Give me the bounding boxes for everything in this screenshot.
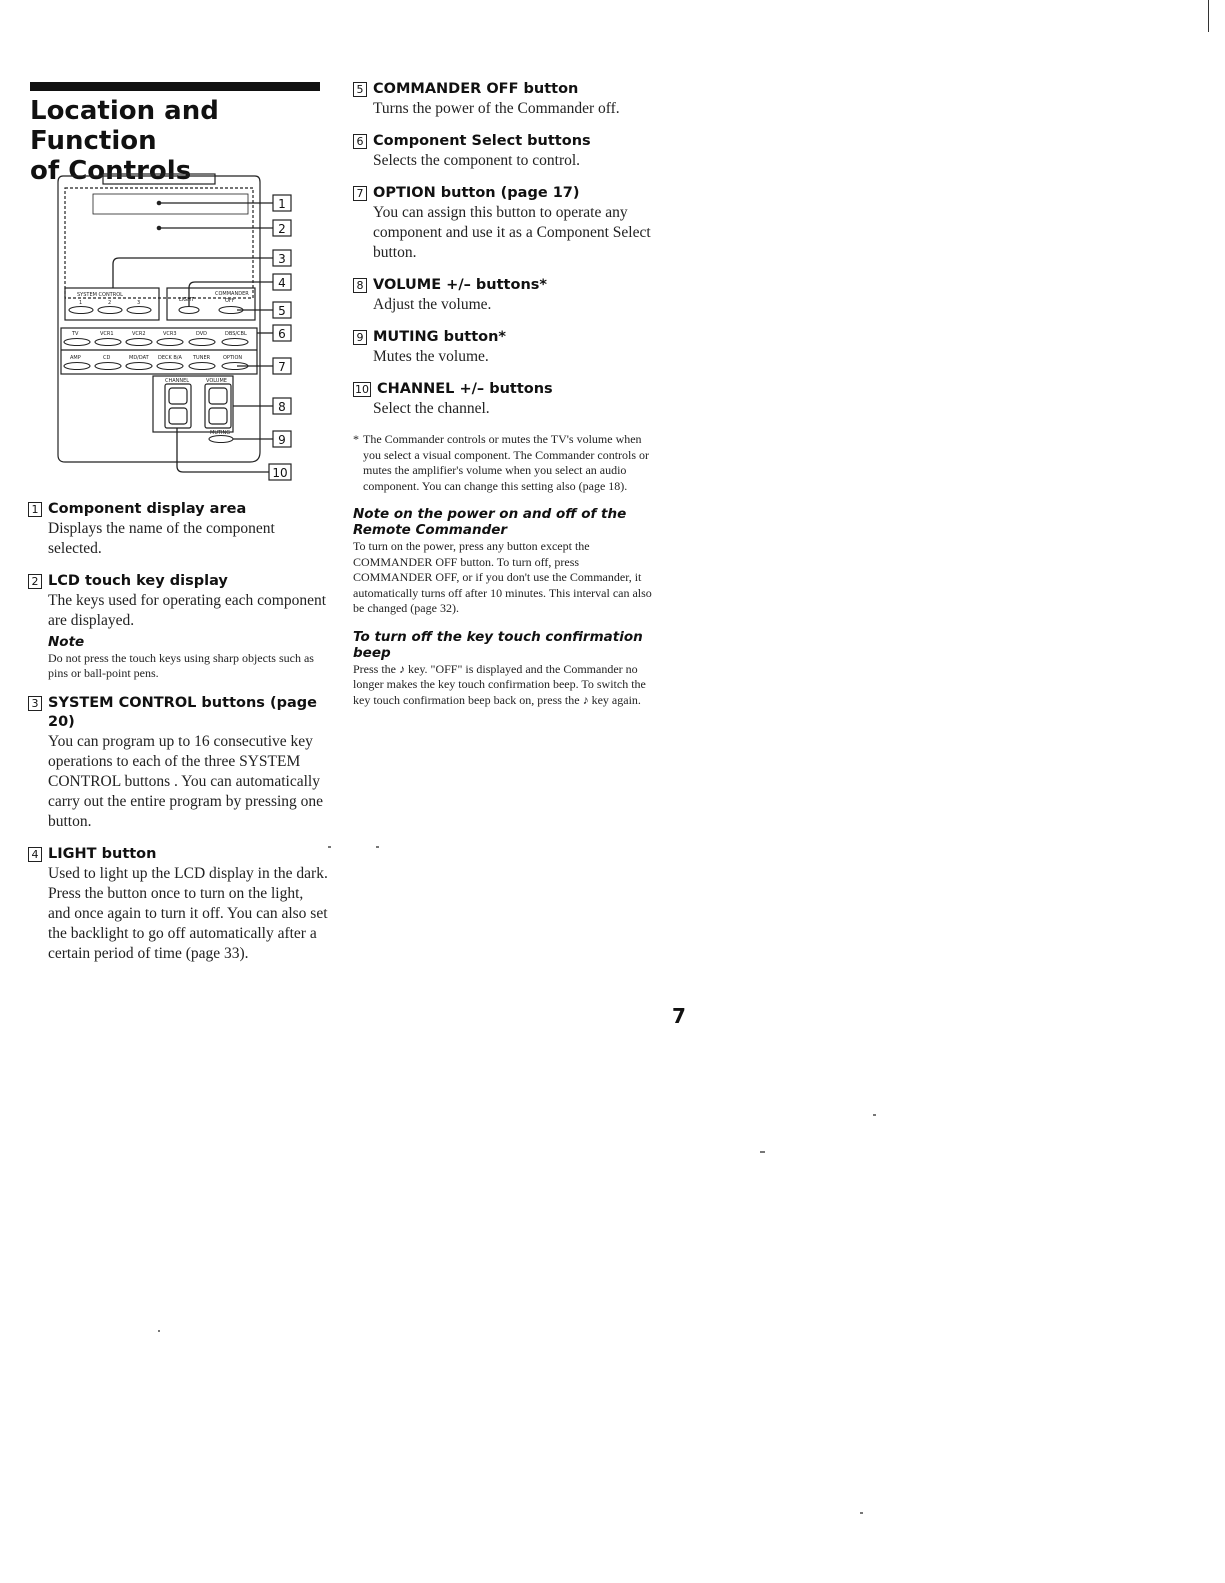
item-title: CHANNEL +/– buttons — [377, 381, 553, 397]
item-number: 4 — [28, 847, 42, 862]
page-edge-mark — [1208, 0, 1209, 32]
off-label: OFF — [225, 298, 235, 304]
row2-label-cd: CD — [103, 355, 111, 361]
row1-label-vcr2: VCR2 — [132, 331, 146, 337]
commander-label: COMMANDER — [215, 291, 249, 297]
item-light-button — [28, 845, 328, 964]
sys-num-3: 3 — [137, 300, 141, 306]
channel-label: CHANNEL — [165, 378, 190, 384]
item-volume-buttons — [353, 276, 653, 315]
sys-num-1: 1 — [79, 300, 83, 306]
item-description: Displays the name of the component selected. — [48, 520, 275, 557]
callout-2: 2 — [278, 222, 286, 236]
page-title-line-2: of Controls — [30, 156, 192, 186]
item-description: Used to light up the LCD display in the dark. Press the button once to turn on the light, and once again to turn it off. You can also set the backlight to go off automatically after a certain period of time (page 33). — [48, 865, 328, 962]
row1-label-tv: TV — [72, 331, 79, 337]
footnote — [353, 432, 653, 494]
item-number: 3 — [28, 696, 42, 711]
callout-10: 10 — [272, 466, 288, 480]
item-description: You can program up to 16 consecutive key operations to each of the three SYSTEM CONTROL buttons . You can automatically carry out the entire program by pressing one button. — [48, 733, 324, 830]
item-description: Adjust the volume. — [373, 296, 492, 313]
scan-speck — [860, 1512, 863, 1514]
item-commander-off-button — [353, 80, 653, 119]
row1-label-vcr3: VCR3 — [163, 331, 177, 337]
item-muting-button — [353, 328, 653, 367]
page-number: 7 — [672, 1004, 686, 1028]
item-title: Component display area — [48, 501, 247, 517]
item-title: LIGHT button — [48, 846, 157, 862]
muting-label: MUTING — [210, 430, 231, 436]
item-number: 1 — [28, 502, 42, 517]
row1-label-vcr1: VCR1 — [100, 331, 114, 337]
row2-label-tuner: TUNER — [193, 355, 211, 361]
row2-label-mddat: MD/DAT — [129, 355, 149, 361]
callout-6: 6 — [278, 327, 286, 341]
remote-commander-diagram — [55, 170, 300, 488]
scan-speck — [760, 1151, 765, 1153]
item-description: Selects the component to control. — [373, 152, 581, 169]
item-number: 9 — [353, 330, 367, 345]
callout-4: 4 — [278, 276, 286, 290]
volume-label: VOLUME — [206, 378, 227, 384]
beep-note-title: To turn off the key touch confirmation beep — [353, 628, 643, 661]
title-rule — [30, 82, 320, 91]
row2-label-option: OPTION — [223, 355, 243, 361]
note-title: Note — [48, 634, 85, 650]
callout-1: 1 — [278, 197, 286, 211]
scan-speck — [328, 846, 331, 848]
beep-note-body: Press the ♪ key. "OFF" is displayed and the Commander no longer makes the key touch confirmation beep. To switch the key touch confirmation beep back on, press the ♪ key again. — [353, 661, 646, 707]
item-title: MUTING button* — [373, 329, 507, 345]
callout-8: 8 — [278, 400, 286, 414]
scan-speck — [376, 846, 379, 848]
row1-label-dvd: DVD — [196, 331, 208, 337]
item-number: 7 — [353, 186, 367, 201]
left-column — [28, 500, 328, 977]
item-title: SYSTEM CONTROL buttons (page 20) — [48, 695, 317, 730]
item-title: Component Select buttons — [373, 133, 591, 149]
power-note-title: Note on the power on and off of the Remote Commander — [353, 506, 627, 538]
item-component-select-buttons — [353, 132, 653, 171]
item-description: Turns the power of the Commander off. — [373, 100, 620, 117]
item-description: The keys used for operating each component are displayed. — [48, 592, 327, 629]
sys-num-2: 2 — [108, 300, 112, 306]
item-title: COMMANDER OFF button — [373, 81, 579, 97]
light-label: LIGHT — [179, 297, 194, 303]
item-title: OPTION button (page 17) — [373, 185, 580, 201]
row2-label-amp: AMP — [70, 355, 81, 361]
power-note-body: To turn on the power, press any button except the COMMANDER OFF button. To turn off, press COMMANDER OFF, or if you don't use the Commander, it automatically turns off after 10 minutes. This interval can also be changed (page 32). — [353, 539, 652, 615]
footnote-text: The Commander controls or mutes the TV's volume when you select a visual component. The Commander controls or mutes the amplifier's volume when you select an audio component. You can change this setting also (page 18). — [363, 432, 650, 493]
item-number: 5 — [353, 82, 367, 97]
callout-9: 9 — [278, 433, 286, 447]
item-system-control-buttons — [28, 694, 328, 832]
right-column — [353, 80, 653, 708]
callout-3: 3 — [278, 252, 286, 266]
item-number: 2 — [28, 574, 42, 589]
scan-speck — [873, 1114, 876, 1116]
row1-label-dbs: DBS/CBL — [225, 331, 247, 337]
callout-7: 7 — [278, 360, 286, 374]
item-component-display-area — [28, 500, 328, 559]
note-body: Do not press the touch keys using sharp objects such as pins or ball-point pens. — [48, 651, 314, 680]
item-number: 6 — [353, 134, 367, 149]
row2-label-deck: DECK B/A — [158, 355, 182, 361]
page-title-line-1: Location and Function — [30, 96, 219, 156]
item-title: VOLUME +/– buttons* — [373, 277, 547, 293]
item-description: Mutes the volume. — [373, 348, 489, 365]
item-title: LCD touch key display — [48, 573, 228, 589]
system-control-label: SYSTEM CONTROL — [77, 292, 123, 298]
footnote-mark: * — [353, 432, 359, 446]
item-option-button — [353, 184, 653, 263]
item-number: 8 — [353, 278, 367, 293]
item-description: Select the channel. — [373, 400, 490, 417]
item-description: You can assign this button to operate any component and use it as a Component Select button. — [373, 204, 651, 261]
scan-speck — [158, 1330, 160, 1332]
item-number: 10 — [355, 383, 369, 396]
item-lcd-touch-key-display — [28, 572, 328, 681]
beep-note-section — [353, 629, 653, 709]
item-channel-buttons — [353, 380, 653, 419]
power-note-section — [353, 506, 653, 617]
callout-5: 5 — [278, 304, 286, 318]
